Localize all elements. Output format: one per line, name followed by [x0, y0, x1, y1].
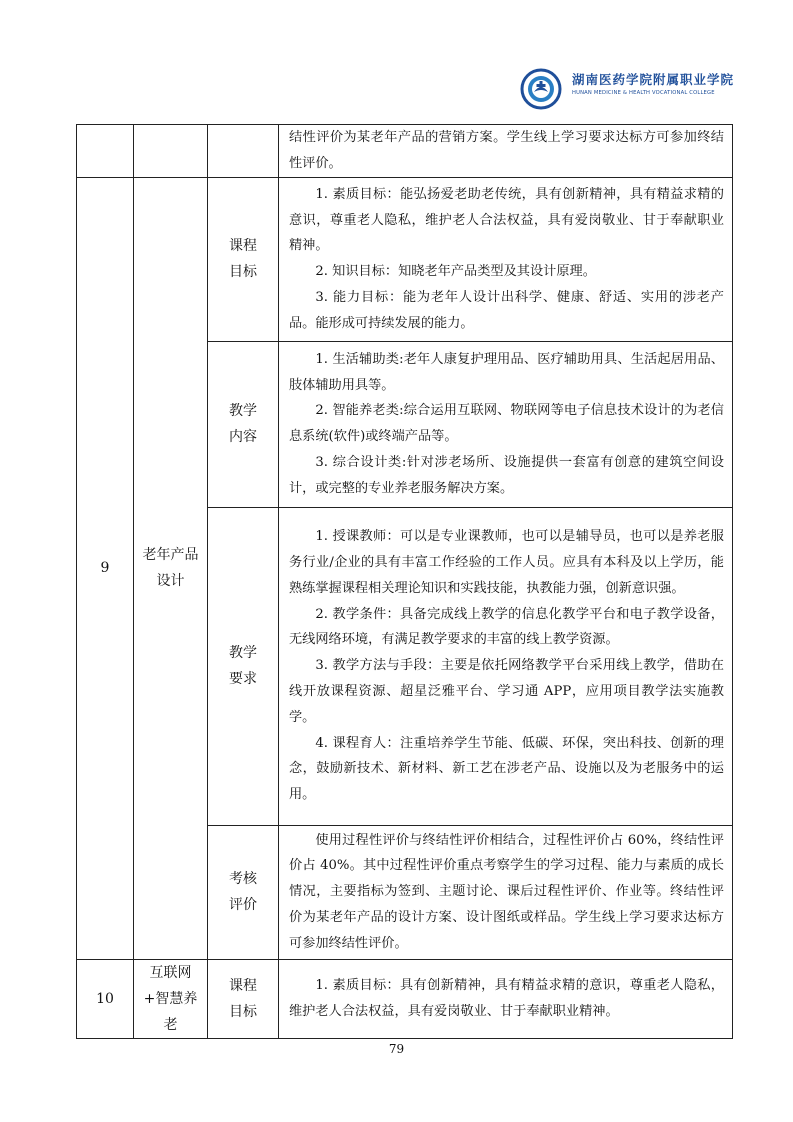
requirement-item: 4. 课程育人：注重培养学生节能、低碳、环保，突出科技、创新的理念，鼓励新技术、新材料、新工艺在涉老产品、设施以及为老服务中的运用。 [289, 735, 724, 803]
course-goal-text [279, 177, 733, 341]
label-course-goal: 课程目标 [208, 177, 279, 341]
course-name: 老年产品设计 [134, 177, 208, 959]
course-number: 9 [77, 177, 134, 959]
assessment-paragraph: 使用过程性评价与终结性评价相结合，过程性评价占 60%，终结性评价占 40%。其中过程性评价重点考察学生的学习过程、能力与素质的成长情况，主要指标为签到、主题讨论、课后过程性评价、作业等。终结性评价为某老年产品的设计方案、设计图纸或样品。学生线上学习要求达标方可参加终结性评价。 [289, 832, 724, 951]
requirement-item: 3. 教学方法与手段：主要是依托网络教学平台采用线上教学，借助在线开放课程资源、超星泛雅平台、学习通 APP，应用项目教学法实施教学。 [289, 658, 724, 725]
page-number: 79 [388, 1042, 405, 1056]
goal-item: 1. 素质目标：具有创新精神，具有精益求精的意识，尊重老人隐私，维护老人合法权益，具有爱岗敬业、甘于奉献职业精神。 [289, 977, 724, 1019]
course-number: 10 [77, 959, 134, 1038]
course-table [76, 124, 733, 1039]
cell-empty [208, 125, 279, 178]
label-teaching-content: 教学内容 [208, 341, 279, 507]
table-row [77, 125, 733, 178]
requirement-item: 1. 授课教师：可以是专业课教师，也可以是辅导员，也可以是养老服务行业/企业的具有丰富工作经验的工作人员。应具有本科及以上学历，能熟练掌握课程相关理论知识和实践技能，执教能力强，创新意识强。 [289, 529, 724, 596]
goal-item: 1. 素质目标：能弘扬爱老助老传统，具有创新精神，具有精益求精的意识，尊重老人隐私，维护老人合法权益，具有爱岗敬业、甘于奉献职业精神。 [289, 186, 724, 254]
assessment-text [279, 825, 733, 959]
label-course-goal: 课程目标 [208, 959, 279, 1038]
label-assessment: 考核评价 [208, 825, 279, 959]
teaching-content-text [279, 341, 733, 507]
table-row [77, 959, 733, 1038]
table-row [77, 177, 733, 341]
college-name: 湖南医药学院附属职业学院 [572, 72, 735, 87]
teaching-requirements-text [279, 507, 733, 825]
college-name-english: HUNAN MEDICINE & HEALTH VOCATIONAL COLLEGE [572, 90, 715, 96]
college-logo [520, 68, 735, 112]
content-item: 2. 智能养老类:综合运用互联网、物联网等电子信息技术设计的为老信息系统(软件)或终端产品等。 [289, 403, 724, 445]
requirement-item: 2. 教学条件：具备完成线上教学的信息化教学平台和电子教学设备，无线网络环境，有满足教学要求的丰富的线上教学资源。 [289, 606, 724, 648]
continued-paragraph: 结性评价为某老年产品的营销方案。学生线上学习要求达标方可参加终结性评价。 [289, 130, 724, 171]
goal-item: 2. 知识目标：知晓老年产品类型及其设计原理。 [315, 264, 596, 280]
course-goal-text [279, 959, 733, 1038]
cell-empty [134, 125, 208, 178]
content-item: 1. 生活辅助类:老年人康复护理用品、医疗辅助用具、生活起居用品、肢体辅助用具等。 [289, 351, 724, 393]
college-emblem-icon [520, 68, 562, 110]
cell-continued-text [279, 125, 733, 178]
course-name: 互联网+智慧养老 [134, 959, 208, 1038]
label-teaching-requirements: 教学要求 [208, 507, 279, 825]
cell-empty [77, 125, 134, 178]
content-item: 3. 综合设计类:针对涉老场所、设施提供一套富有创意的建筑空间设计，或完整的专业养老服务解决方案。 [289, 454, 724, 496]
goal-item: 3. 能力目标：能为老年人设计出科学、健康、舒适、实用的涉老产品。能形成可持续发展的能力。 [289, 289, 724, 331]
